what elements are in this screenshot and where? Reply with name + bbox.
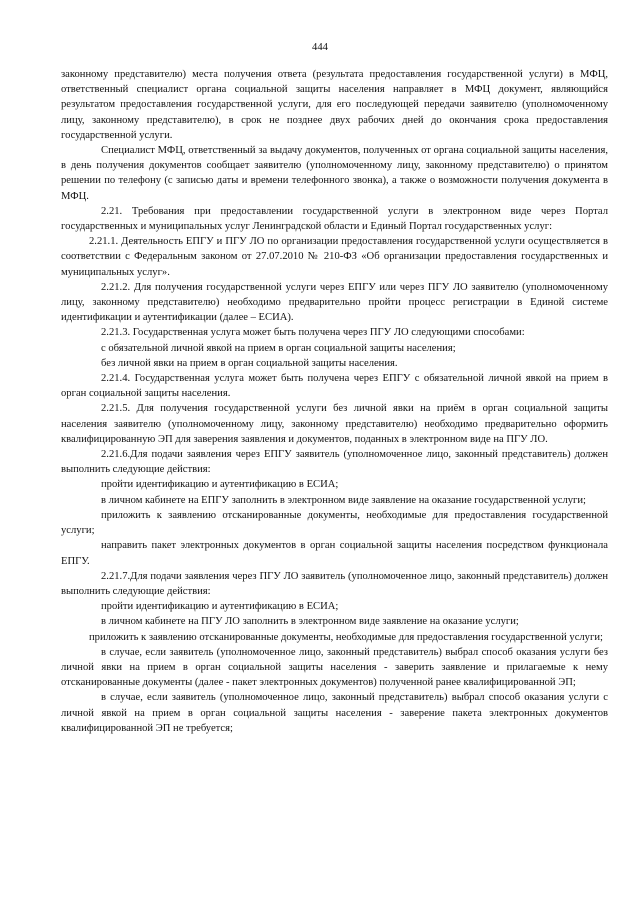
paragraph: пройти идентификацию и аутентификацию в ЕСИА; <box>101 601 339 613</box>
paragraph: направить пакет электронных документов в орган социальной защиты населения посредством функционала ЕПГУ. <box>61 540 608 567</box>
paragraph: с обязательной личной явкой на прием в орган социальной защиты населения; <box>101 342 456 354</box>
paragraph: Специалист МФЦ, ответственный за выдачу документов, полученных от органа социальной защиты населения, в день получения документов сообщает заявителю (уполномоченному лицу, законному представителю) о принятом решении по телефону (с записью даты и времени телефонного звонка), а также о возможности получения документа в МФЦ. <box>61 145 608 202</box>
paragraph: в личном кабинете на ЕПГУ заполнить в электронном виде заявление на оказание государственной услуги; <box>101 494 586 506</box>
paragraph: без личной явки на прием в орган социальной защиты населения. <box>101 357 398 369</box>
paragraph: 2.21.4. Государственная услуга может быть получена через ЕПГУ с обязательной личной явкой на прием в орган социальной защиты населения. <box>61 373 608 400</box>
paragraph: пройти идентификацию и аутентификацию в ЕСИА; <box>101 479 339 491</box>
paragraph: 2.21.2. Для получения государственной услуги через ЕПГУ или через ПГУ ЛО заявителю (уполномоченному лицу, законному представителю) необходимо предварительно пройти процесс регистрации в Единой системе идентификации и аутентификации (далее – ЕСИА). <box>61 281 608 324</box>
page-number: 444 <box>312 42 328 53</box>
paragraph: законному представителю) места получения ответа (результата предоставления государственной услуги) в МФЦ, ответственный специалист органа социальной защиты населения направляет в МФЦ документ, являющийся результатом предоставления государственной услуги, для его последующей передачи заявителю (уполномоченному лицу, законному представителю), в срок не позднее двух рабочих дней до окончания срока предоставления государственной услуги. <box>61 69 608 141</box>
paragraph: приложить к заявлению отсканированные документы, необходимые для предоставления государственной услуги; <box>89 631 603 643</box>
paragraph: 2.21.6.Для подачи заявления через ЕПГУ заявитель (уполномоченное лицо, законный представитель) должен выполнить следующие действия: <box>61 449 608 476</box>
paragraph: в личном кабинете на ПГУ ЛО заполнить в электронном виде заявление на оказание услуги; <box>101 616 519 628</box>
paragraph: 2.21.7.Для подачи заявления через ПГУ ЛО заявитель (уполномоченное лицо, законный представитель) должен выполнить следующие действия: <box>61 570 608 597</box>
paragraph: в случае, если заявитель (уполномоченное лицо, законный представитель) выбрал способ оказания услуги без личной явки на прием в орган социальной защиты населения - заверить заявление и прилагаемые к нему отсканированные документы (далее - пакет электронных документов) полученной ранее квалифицированной ЭП; <box>61 646 608 689</box>
paragraph: приложить к заявлению отсканированные документы, необходимые для предоставления государственной услуги; <box>61 509 608 537</box>
paragraph: 2.21.5. Для получения государственной услуги без личной явки на приём в орган социальной защиты населения заявителю (уполномоченному лицу, законному представителю) необходимо предварительно оформить квалифицированную ЭП для заверения заявления и документов, поданных в электронном виде на ПГУ ЛО. <box>61 403 608 445</box>
document-body <box>61 67 608 736</box>
paragraph: 2.21.3. Государственная услуга может быть получена через ПГУ ЛО следующими способами: <box>101 327 525 339</box>
paragraph: 2.21. Требования при предоставлении государственной услуги в электронном виде через Портал государственных и муниципальных услуг Ленинградской области и Единый Портал государственных услуг: <box>61 205 608 233</box>
paragraph: в случае, если заявитель (уполномоченное лицо, законный представитель) выбрал способ оказания услуги с личной явкой на прием в орган социальной защиты населения - заверение пакета электронных документов квалифицированной ЭП не требуется; <box>61 692 608 734</box>
paragraph: 2.21.1. Деятельность ЕПГУ и ПГУ ЛО по организации предоставления государственной услуги осуществляется в соответствии с Федеральным законом от 27.07.2010 № 210-ФЗ «Об организации предоставления государственных и муниципальных услуг». <box>61 236 608 278</box>
